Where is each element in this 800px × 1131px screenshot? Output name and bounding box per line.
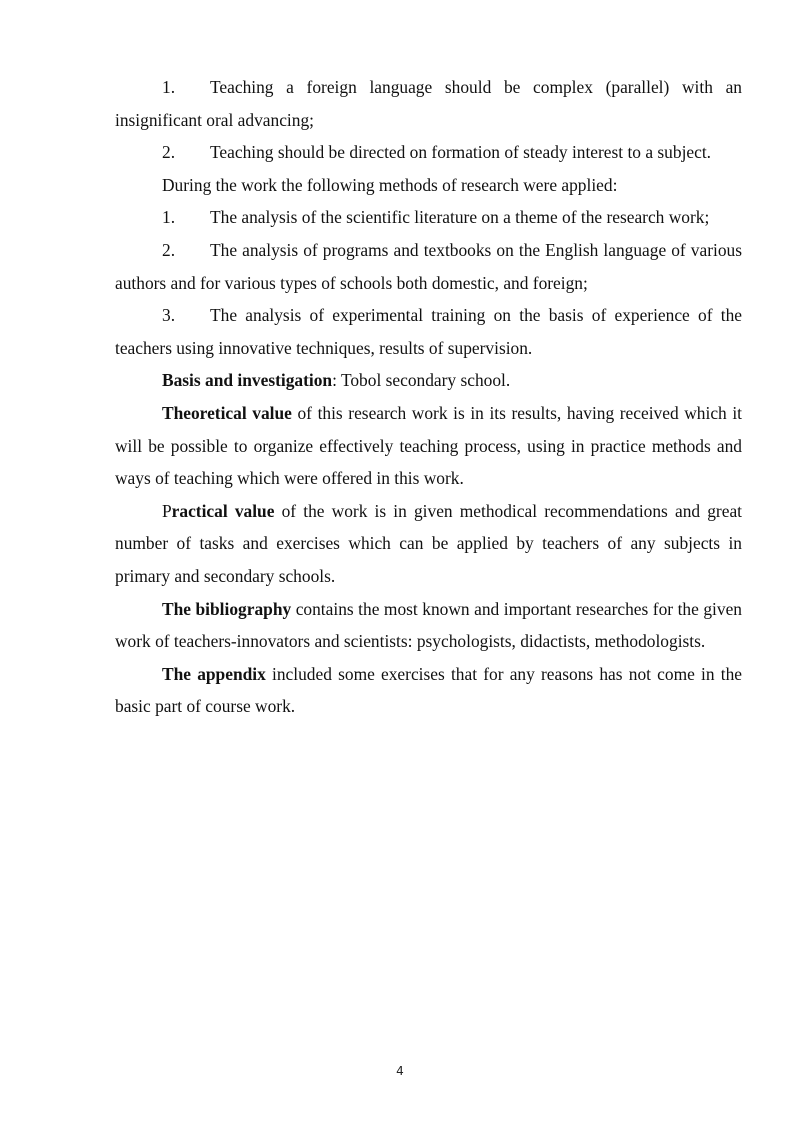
document-body	[115, 71, 742, 723]
list-item	[115, 234, 742, 299]
list-number: 2.	[162, 239, 176, 260]
list-number: 1.	[162, 77, 176, 97]
list-item-text: The analysis of programs and textbooks on the English language of various authors and for various types of schools both domestic, and foreign;	[115, 239, 742, 293]
practical-value-paragraph	[115, 495, 742, 593]
list-number: 1.	[162, 207, 176, 228]
appendix-text: included some exercises that for any reasons has not come in the basic part of course work.	[115, 663, 743, 717]
theoretical-value-text: of this research work is in its results, having received which it will be possible to organize effectively teaching process, using in practice methods and ways of teaching which were offered in this work.	[115, 402, 743, 489]
list-item	[115, 71, 742, 136]
bibliography-paragraph	[115, 593, 742, 658]
list-item	[115, 136, 742, 169]
basis-heading: Basis and investigation	[162, 370, 333, 391]
appendix-paragraph	[115, 658, 742, 723]
practical-value-lead: P	[162, 500, 172, 521]
basis-text: : Tobol secondary school.	[332, 370, 511, 391]
list-item-text: The analysis of the scientific literature on a theme of the research work;	[210, 207, 710, 228]
theoretical-value-paragraph	[115, 397, 742, 495]
bibliography-heading: The bibliography	[162, 598, 292, 619]
methods-intro: During the work the following methods of research were applied:	[162, 174, 618, 195]
list-number: 3.	[162, 305, 176, 326]
list-number: 2.	[162, 142, 176, 163]
list-item-text: The analysis of experimental training on the basis of experience of the teachers using innovative techniques, results of supervision.	[115, 305, 742, 358]
practical-value-heading: ractical value	[171, 500, 275, 521]
theoretical-value-heading: Theoretical value	[162, 402, 292, 423]
page-number: 4	[396, 1064, 404, 1078]
list-item-text: Teaching a foreign language should be complex (parallel) with an insignificant oral advancing;	[115, 77, 742, 130]
appendix-heading: The appendix	[162, 663, 266, 684]
practical-value-text: of the work is in given methodical recommendations and great number of tasks and exercises which can be applied by teachers of any subjects in primary and secondary schools.	[115, 500, 742, 586]
basis-paragraph	[115, 364, 742, 397]
list-item-text: Teaching should be directed on formation of steady interest to a subject.	[210, 142, 712, 163]
list-item	[115, 201, 742, 234]
bibliography-text: contains the most known and important researches for the given work of teachers-innovators and scientists: psychologists, didactists, methodologists.	[115, 598, 742, 652]
list-item	[115, 299, 742, 364]
